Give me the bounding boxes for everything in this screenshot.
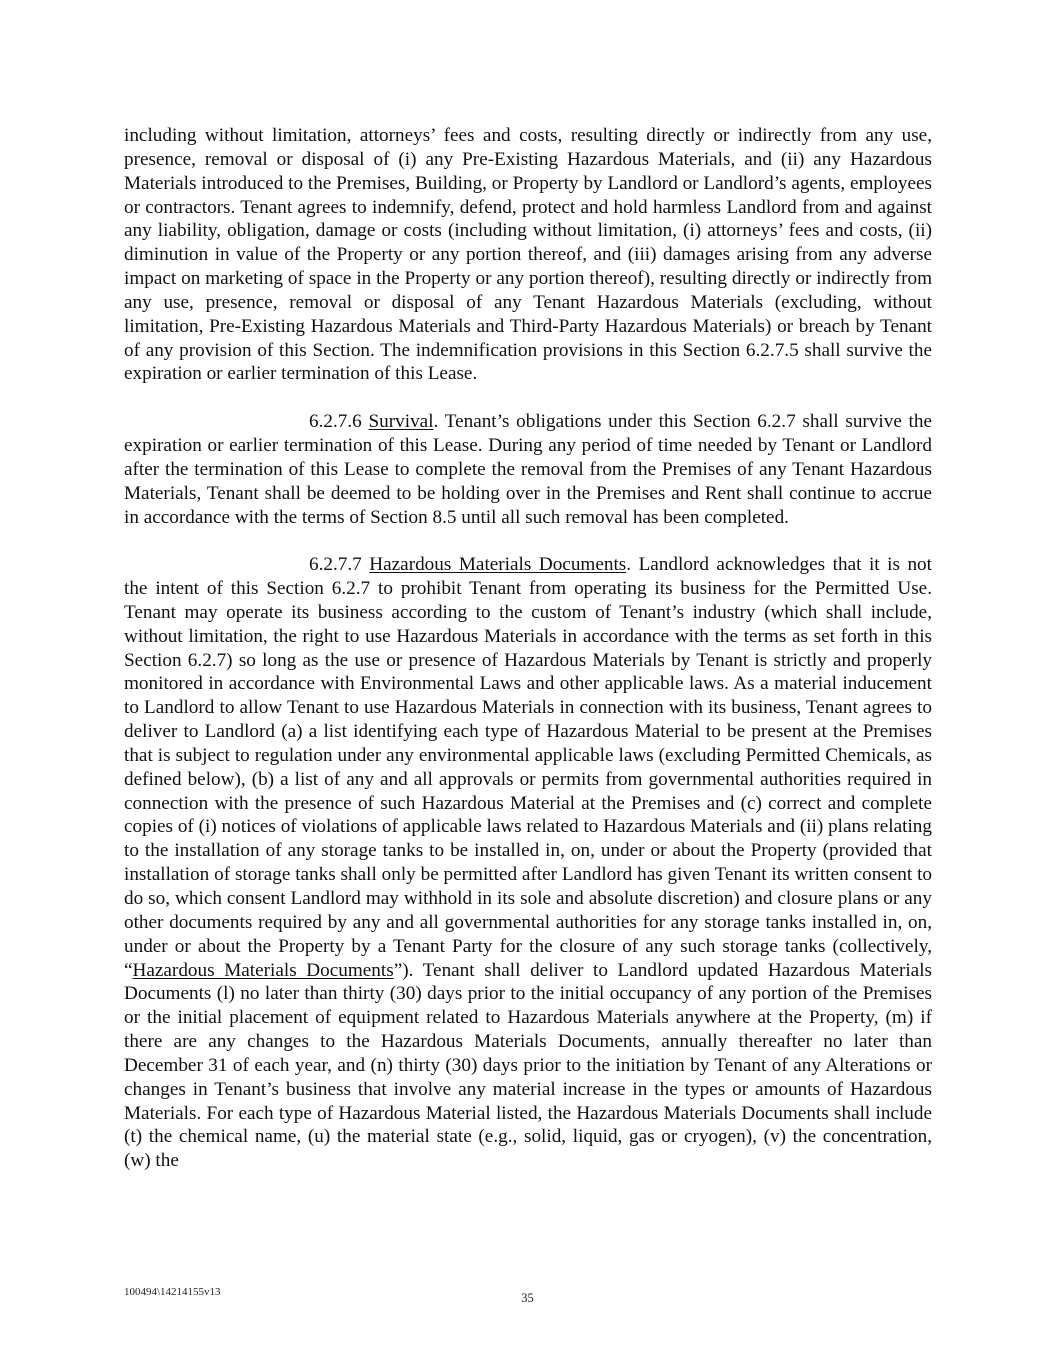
defined-term: Hazardous Materials Documents [132,959,394,981]
section-6-2-7-6 [124,410,932,529]
section-6-2-7-7 [124,553,932,1173]
paragraph-continuation: including without limitation, attorneys’ fees and costs, resulting directly or indirectly from any use, presence, removal or disposal of (i) any Pre-Existing Hazardous Materials, and (ii) any Hazardous Materials introduced to the Premises, Building, or Property by Landlord or Landlord’s agents, employees or contractors. Tenant agrees to indemnify, defend, protect and hold harmless Landlord from and against any liability, obligation, damage or costs (including without limitation, (i) attorneys’ fees and costs, (ii) diminution in value of the Property or any portion thereof, and (iii) damages arising from any adverse impact on marketing of space in the Property or any portion thereof), resulting directly or indirectly from any use, presence, removal or disposal of any Tenant Hazardous Materials (excluding, without limitation, Pre-Existing Hazardous Materials and Third-Party Hazardous Materials) or breach by Tenant of any provision of this Section. The indemnification provisions in this Section 6.2.7.5 shall survive the expiration or earlier termination of this Lease. [124,125,932,385]
footer-document-id: 100494\14214155v13 [124,1286,221,1298]
section-number: 6.2.7.6 [309,411,362,433]
section-body: . Tenant’s obligations under this Section 6.2.7 shall survive the expiration or earlier termination of this Lease. During any period of time needed by Tenant or Landlord after the termination of this Lease to complete the removal from the Premises of any Tenant Hazardous Materials, Tenant shall be deemed to be holding over in the Premises and Rent shall continue to accrue in accordance with the terms of Section 8.5 until all such removal has been completed. [124,411,932,528]
section-number: 6.2.7.7 [309,554,362,576]
document-page [124,124,932,1173]
section-body-part2: ”). Tenant shall deliver to Landlord updated Hazardous Materials Documents (l) no later than thirty (30) days prior to the initial occupancy of any portion of the Premises or the initial placement of equipment related to Hazardous Materials anywhere at the Property, (m) if there are any changes to the Hazardous Materials Documents, annually thereafter no later than December 31 of each year, and (n) thirty (30) days prior to the initiation by Tenant of any Alterations or changes in Tenant’s business that involve any material increase in the types or amounts of Hazardous Materials. For each type of Hazardous Material listed, the Hazardous Materials Documents shall include (t) the chemical name, (u) the material state (e.g., solid, liquid, gas or cryogen), (v) the concentration, (w) the [124,959,932,1172]
section-heading: Hazardous Materials Documents [369,554,627,576]
footer-page-number: 35 [521,1291,534,1305]
section-heading: Survival [368,411,434,433]
section-body-part1: . Landlord acknowledges that it is not the intent of this Section 6.2.7 to prohibit Tenant from operating its business for the Permitted Use. Tenant may operate its business according to the custom of Tenant’s industry (which shall include, without limitation, the right to use Hazardous Materials in accordance with the terms as set forth in this Section 6.2.7) so long as the use or presence of Hazardous Materials by Tenant is strictly and properly monitored in accordance with Environmental Laws and other applicable laws. As a material inducement to Landlord to allow Tenant to use Hazardous Materials in connection with its business, Tenant agrees to deliver to Landlord (a) a list identifying each type of Hazardous Material to be present at the Premises that is subject to regulation under any environmental applicable laws (excluding Permitted Chemicals, as defined below), (b) a list of any and all approvals or permits from governmental authorities required in connection with the presence of such Hazardous Material at the Premises and (c) correct and complete copies of (i) notices of violations of applicable laws related to Hazardous Materials and (ii) plans relating to the installation of any storage tanks to be installed in, on, under or about the Property (provided that installation of storage tanks shall only be permitted after Landlord has given Tenant its written consent to do so, which consent Landlord may withhold in its sole and absolute discretion) and closure plans or any other documents required by any and all governmental authorities for any storage tanks installed in, on, under or about the Property by a Tenant Party for the closure of any such storage tanks (collectively, “ [124,554,932,981]
